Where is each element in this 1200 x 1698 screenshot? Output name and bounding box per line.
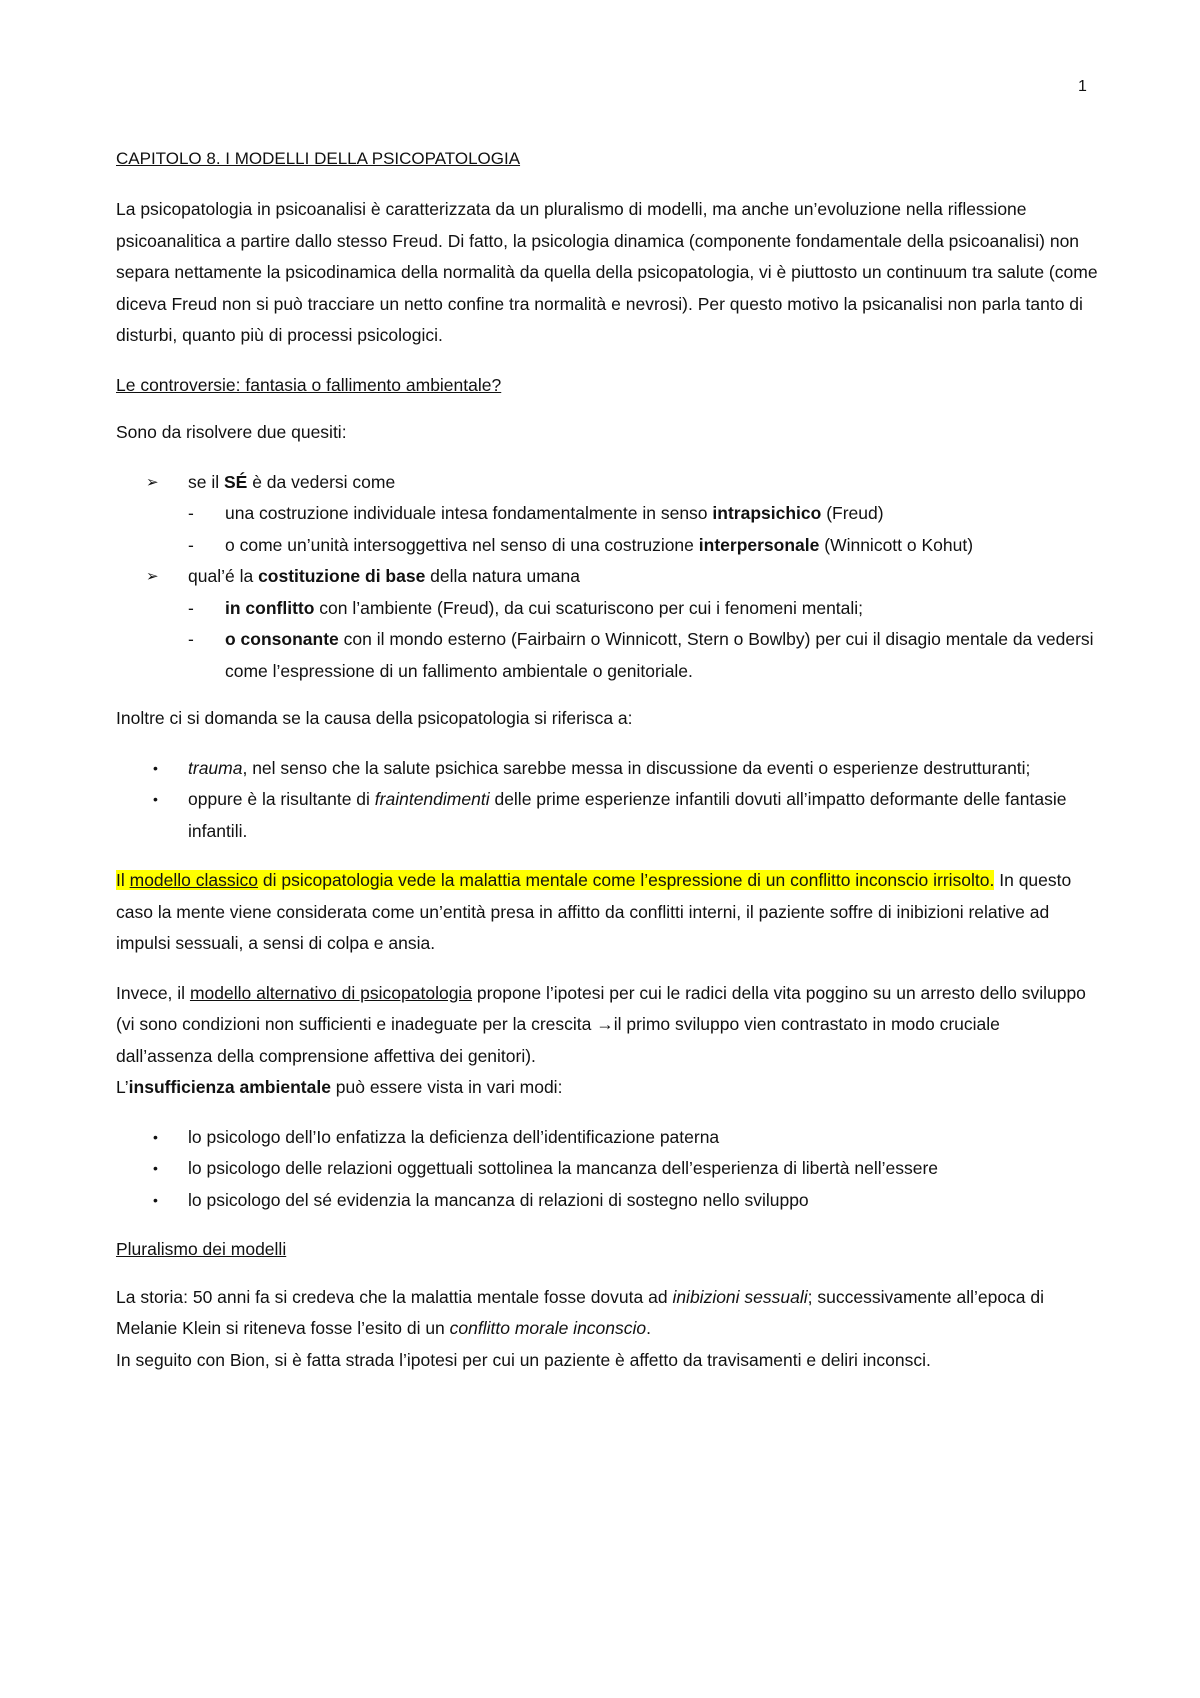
bion-paragraph: In seguito con Bion, si è fatta strada l’ipotesi per cui un paziente è affetto da travisamenti e deliri inconsci. [116, 1349, 931, 1370]
dash-bullet-icon: - [188, 534, 194, 555]
list-item: ➢ se il SÉ è da vedersi come - una costruzione individuale intesa fondamentalmente in senso intrapsichico (Freud) - o come un’unità intersoggettiva nel senso di una costruzione interpersonale (Winnicott o Kohut) [116, 467, 1101, 562]
arrow-bullet-icon: ➢ [146, 473, 159, 491]
page-number: 1 [1078, 78, 1087, 95]
dash-bullet-icon: - [188, 597, 194, 618]
dash-bullet-icon: - [188, 503, 194, 523]
list-item: • lo psicologo del sé evidenzia la mancanza di relazioni di sostegno nello sviluppo [116, 1185, 1101, 1217]
section-lead: Sono da risolvere due quesiti: [116, 422, 347, 442]
history-paragraph: La storia: 50 anni fa si credeva che la malattia mentale fosse dovuta ad inibizioni sessuali; successivamente all’epoca di Melanie Klein si riteneva fosse l’esito di un conflitto morale inconscio. [116, 1286, 1045, 1338]
arrow-right-icon: → [596, 1014, 614, 1034]
alternative-model-paragraph: Invece, il modello alternativo di psicopatologia propone l’ipotesi per cui le radici della vita poggino su un arresto dello sviluppo (vi sono condizioni non sufficienti e inadeguate per la crescita →il primo sviluppo vien contrastato in modo cruciale dall’assenza della comprensione affettiva dei genitori). [116, 982, 1086, 1066]
bullet-icon: • [153, 759, 158, 776]
list-item: - una costruzione individuale intesa fondamentalmente in senso intrapsichico (Freud) [116, 498, 1101, 530]
intro-paragraph: La psicopatologia in psicoanalisi è caratterizzata da un pluralismo di modelli, ma anche un’evoluzione nella riflessione psicoanalitica a partire dallo stesso Freud. Di fatto, la psicologia dinamica (componente fondamentale della psicoanalisi) non separa nettamente la psicodinamica della normalità da quella della psicopatologia, vi è piuttosto un continuum tra salute (come diceva Freud non si può tracciare un netto confine tra normalità e nevrosi). Per questo motivo la psicanalisi non parla tanto di disturbi, quanto più di processi psicologici. [116, 199, 1098, 345]
cause-lead: Inoltre ci si domanda se la causa della psicopatologia si riferisca a: [116, 708, 633, 728]
arrow-bullet-icon: ➢ [146, 568, 159, 585]
list-item: - in conflitto con l’ambiente (Freud), da cui scaturiscono per cui i fenomeni mentali; [116, 593, 1101, 625]
document-body [116, 146, 1101, 1394]
bullet-icon: • [153, 791, 158, 807]
list-item: • trauma, nel senso che la salute psichica sarebbe messa in discussione da eventi o esperienze destrutturanti; [116, 753, 1101, 785]
list-item: • lo psicologo delle relazioni oggettuali sottolinea la mancanza dell’esperienza di libertà nell’essere [116, 1153, 1101, 1185]
insufficiency-list [116, 1122, 1101, 1217]
cause-list [116, 753, 1101, 848]
list-item: - o consonante con il mondo esterno (Fairbairn o Winnicott, Stern o Bowlby) per cui il disagio mentale da vedersi come l’espressione di un fallimento ambientale o genitoriale. [116, 624, 1101, 687]
chapter-title: CAPITOLO 8. I MODELLI DELLA PSICOPATOLOGIA [116, 149, 521, 168]
dash-bullet-icon: - [188, 629, 194, 649]
questions-list [116, 467, 1101, 688]
list-item: • oppure è la risultante di fraintendimenti delle prime esperienze infantili dovuti all’impatto deformante delle fantasie infantili. [116, 784, 1101, 847]
bullet-icon: • [153, 1160, 158, 1176]
sub-list [188, 498, 1101, 561]
section-heading-controversie: Le controversie: fantasia o fallimento ambientale? [116, 374, 502, 395]
insufficiency-line: L’insufficienza ambientale può essere vista in vari modi: [116, 1077, 563, 1097]
list-item: - o come un’unità intersoggettiva nel senso di una costruzione interpersonale (Winnicott o Kohut) [116, 530, 1101, 562]
sub-list [188, 593, 1101, 688]
bullet-icon: • [153, 1128, 158, 1145]
section-heading-pluralismo: Pluralismo dei modelli [116, 1239, 287, 1259]
list-item: ➢ qual’é la costituzione di base della natura umana - in conflitto con l’ambiente (Freud), da cui scaturiscono per cui i fenomeni mentali; - o consonante con il mondo esterno (Fairbairn o Winnicott, Stern o Bowlby) per cui il disagio mentale da vedersi come l’espressione di un fallimento ambientale o genitoriale. [116, 561, 1101, 687]
list-item: • lo psicologo dell’Io enfatizza la deficienza dell’identificazione paterna [116, 1122, 1101, 1154]
highlighted-text: Il modello classico di psicopatologia vede la malattia mentale come l’espressione di un conflitto inconscio irrisolto. [116, 870, 995, 890]
bullet-icon: • [153, 1191, 158, 1208]
classic-model-paragraph: Il modello classico di psicopatologia vede la malattia mentale come l’espressione di un conflitto inconscio irrisolto. In questo caso la mente viene considerata come un’entità presa in affitto da conflitti interni, il paziente soffre di inibizioni relative ad impulsi sessuali, a sensi di colpa e ansia. [116, 870, 1072, 953]
